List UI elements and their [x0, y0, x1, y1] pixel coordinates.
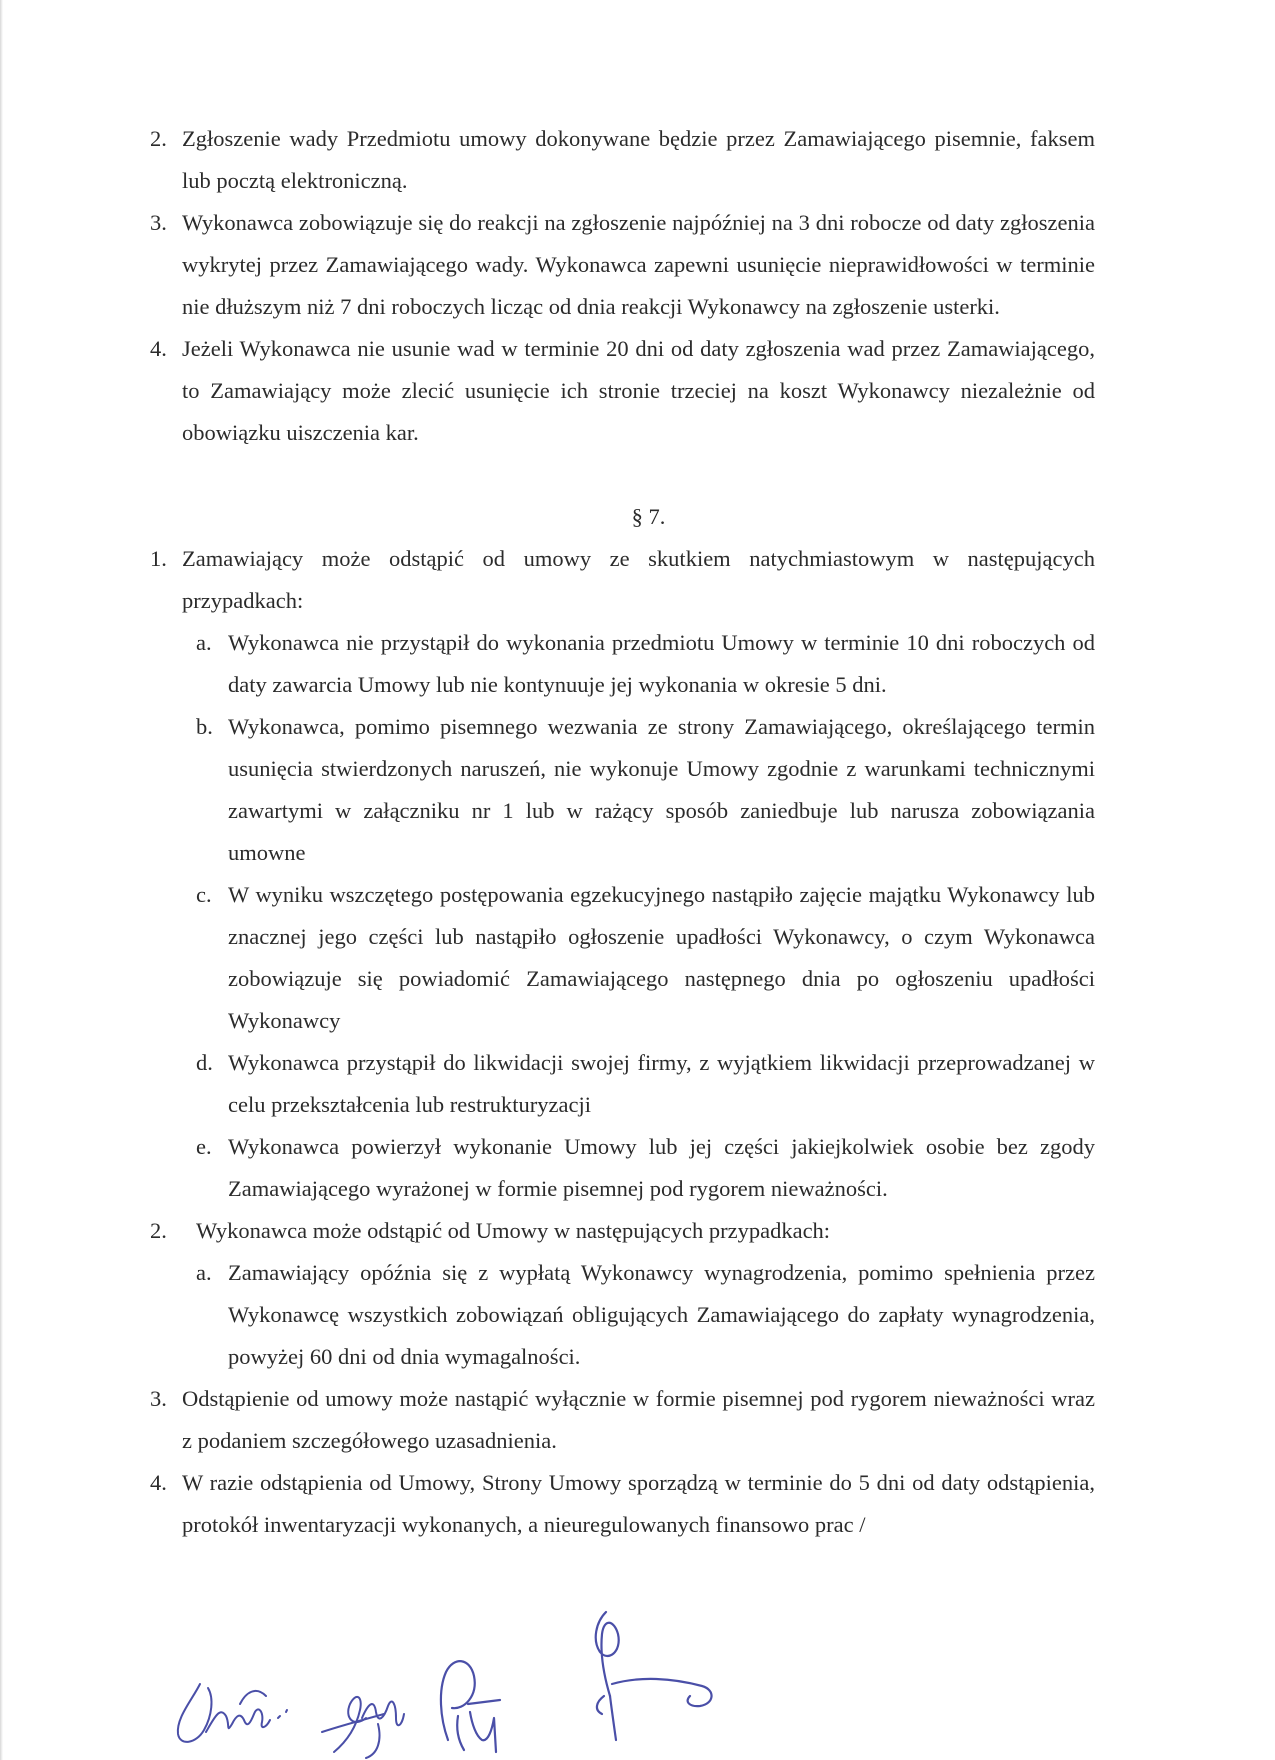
sub-item-letter: c. — [196, 882, 212, 907]
sub-list-item — [150, 874, 1095, 1042]
item-text: Zamawiający może odstąpić od umowy ze skutkiem natychmiastowym w następujących przypadkach: — [182, 546, 1095, 613]
signature-4 — [596, 1612, 712, 1740]
item-number: 3. — [150, 210, 167, 235]
list-item — [150, 118, 1095, 202]
list-item — [150, 328, 1095, 454]
list-item — [150, 538, 1095, 622]
sub-item-letter: b. — [196, 714, 213, 739]
sub-item-letter: e. — [196, 1134, 212, 1159]
document-body — [150, 118, 1095, 1546]
list-item — [150, 202, 1095, 328]
sub-item-text: Wykonawca, pomimo pisemnego wezwania ze strony Zamawiającego, określającego termin usunięcia stwierdzonych naruszeń, nie wykonuje Umowy zgodnie z warunkami technicznymi zawartymi w załączniku nr 1 lub w rażący sposób zaniedbuje lub narusza zobowiązania umowne — [228, 714, 1095, 865]
item-number: 1. — [150, 546, 167, 571]
signatures-area — [0, 1600, 1275, 1760]
item-text: W razie odstąpienia od Umowy, Strony Umowy sporządzą w terminie do 5 dni od daty odstąpienia, protokół inwentaryzacji wykonanych, a nieuregulowanych finansowo prac / — [182, 1470, 1095, 1537]
signature-1 — [178, 1684, 287, 1742]
sub-item-letter: a. — [196, 630, 212, 655]
sub-list-item — [150, 622, 1095, 706]
sub-item-text: Wykonawca przystąpił do likwidacji swojej firmy, z wyjątkiem likwidacji przeprowadzanej w celu przekształcenia lub restrukturyzacji — [228, 1050, 1095, 1117]
sub-item-text: Zamawiający opóźnia się z wypłatą Wykonawcy wynagrodzenia, pomimo spełnienia przez Wykonawcę wszystkich zobowiązań obligujących Zamawiającego do zapłaty wynagrodzenia, powyżej 60 dni od dnia wymagalności. — [228, 1260, 1095, 1369]
signature-3 — [441, 1661, 500, 1752]
item-number: 2. — [150, 1218, 167, 1243]
item-number: 4. — [150, 1470, 167, 1495]
signature-2 — [322, 1697, 404, 1758]
scan-edge-shadow — [0, 0, 3, 1760]
list-item — [150, 1462, 1095, 1546]
item-text: Odstąpienie od umowy może nastąpić wyłącznie w formie pisemnej pod rygorem nieważności wraz z podaniem szczegółowego uzasadnienia. — [182, 1386, 1095, 1453]
item-number: 4. — [150, 336, 167, 361]
item-text: Zgłoszenie wady Przedmiotu umowy dokonywane będzie przez Zamawiającego pisemnie, faksem lub pocztą elektroniczną. — [182, 126, 1095, 193]
item-text: Wykonawca zobowiązuje się do reakcji na zgłoszenie najpóźniej na 3 dni robocze od daty zgłoszenia wykrytej przez Zamawiającego wady. Wykonawca zapewni usunięcie nieprawidłowości w terminie nie dłuższym niż 7 dni roboczych licząc od dnia reakcji Wykonawcy na zgłoszenie usterki. — [182, 210, 1095, 319]
list-item — [150, 1378, 1095, 1462]
item-number: 2. — [150, 126, 167, 151]
sub-list-item — [150, 1042, 1095, 1126]
sub-item-text: Wykonawca powierzył wykonanie Umowy lub jej części jakiejkolwiek osobie bez zgody Zamawiającego wyrażonej w formie pisemnej pod rygorem nieważności. — [228, 1134, 1095, 1201]
sub-item-text: W wyniku wszczętego postępowania egzekucyjnego nastąpiło zajęcie majątku Wykonawcy lub znacznej jego części lub nastąpiło ogłoszenie upadłości Wykonawcy, o czym Wykonawca zobowiązuje się powiadomić Zamawiającego następnego dnia po ogłoszeniu upadłości Wykonawcy — [228, 882, 1095, 1033]
sub-list-item — [150, 1252, 1095, 1378]
sub-item-letter: d. — [196, 1050, 213, 1075]
list-item — [150, 1210, 1095, 1252]
sub-list-item — [150, 706, 1095, 874]
item-text: Wykonawca może odstąpić od Umowy w następujących przypadkach: — [196, 1218, 831, 1243]
signatures-svg — [0, 1600, 1275, 1760]
sub-list-item — [150, 1126, 1095, 1210]
section-title: § 7. — [631, 504, 666, 529]
item-number: 3. — [150, 1386, 167, 1411]
sub-item-text: Wykonawca nie przystąpił do wykonania przedmiotu Umowy w terminie 10 dni roboczych od daty zawarcia Umowy lub nie kontynuuje jej wykonania w okresie 5 dni. — [228, 630, 1095, 697]
section-heading — [150, 496, 1095, 538]
sub-item-letter: a. — [196, 1260, 212, 1285]
item-text: Jeżeli Wykonawca nie usunie wad w terminie 20 dni od daty zgłoszenia wad przez Zamawiającego, to Zamawiający może zlecić usunięcie ich stronie trzeciej na koszt Wykonawcy niezależnie od obowiązku uiszczenia kar. — [182, 336, 1095, 445]
